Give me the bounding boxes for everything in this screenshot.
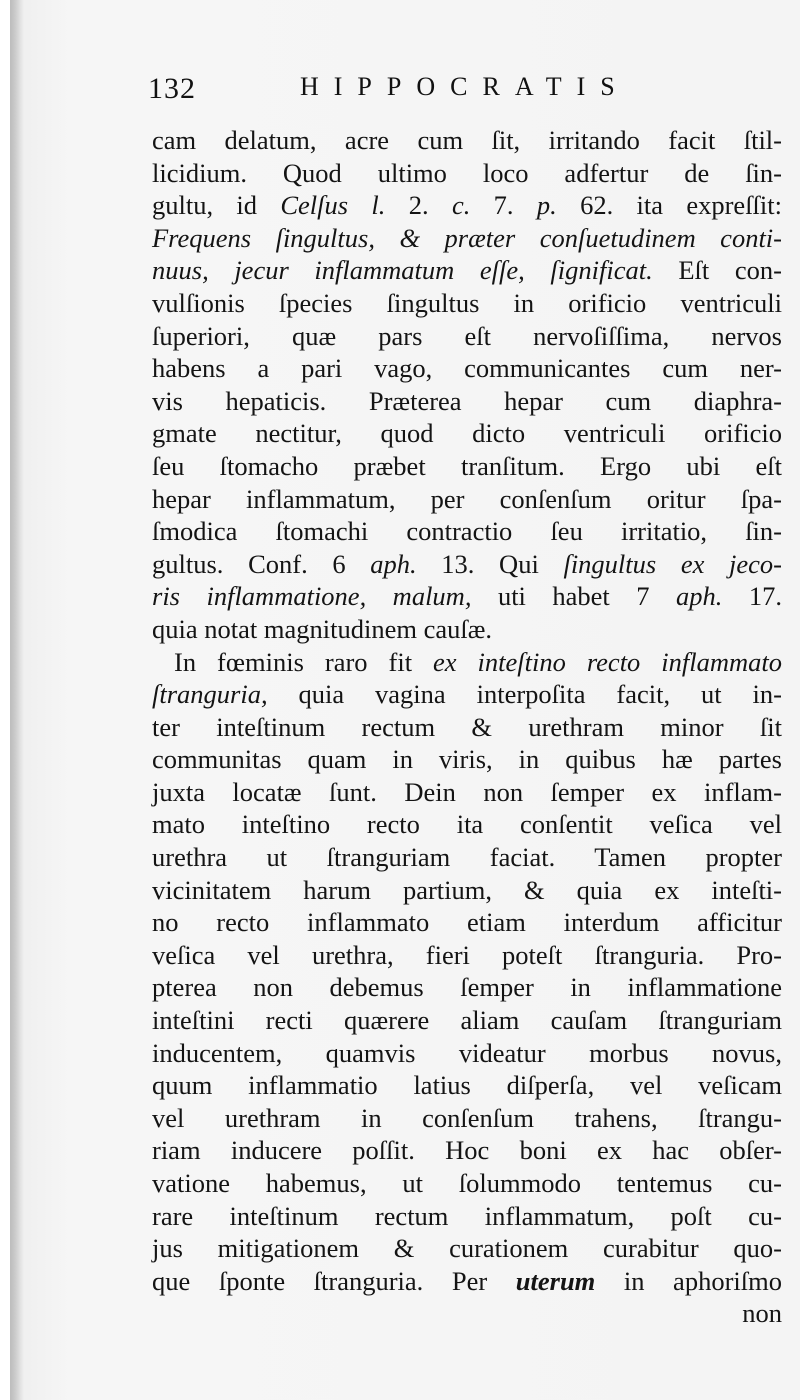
text-line: vulſionis ſpecies ſingultus in orificio ventriculi <box>152 287 782 318</box>
text-line: ris inflammatione, malum, uti habet 7 aph. 17. <box>152 581 782 612</box>
text-line: veſica vel urethra, fieri poteſt ſtranguria. Pro- <box>152 939 782 970</box>
text-line: vicinitatem harum partium, & quia ex inteſti- <box>152 874 782 905</box>
text-line: inteſtini recti quærere aliam cauſam ſtranguriam <box>152 1005 782 1036</box>
text-line: ſtranguria, quia vagina interpoſita facit, ut in- <box>152 679 782 710</box>
text-line: no recto inflammato etiam interdum afficitur <box>152 907 782 938</box>
text-line: communitas quam in viris, in quibus hæ partes <box>152 744 782 775</box>
text-line: gmate nectitur, quod dicto ventriculi orificio <box>152 418 782 449</box>
text-line: nuus, jecur inflammatum eſſe, ſignificat. Eſt con- <box>152 255 783 286</box>
body-text <box>152 124 782 1330</box>
text-line: pterea non debemus ſemper in inflammatione <box>152 972 782 1003</box>
catchword: non <box>742 1298 782 1329</box>
text-line: gultus. Conf. 6 aph. 13. Qui ſingultus ex jeco- <box>152 548 783 579</box>
text-line: quia notat magnitudinem cauſæ. <box>152 613 493 644</box>
text-line: ſeu ſtomacho præbet tranſitum. Ergo ubi eſt <box>152 450 782 481</box>
text-line: ſuperiori, quæ pars eſt nervoſiſſima, nervos <box>152 320 782 351</box>
text-line: jus mitigationem & curationem curabitur quo- <box>152 1233 782 1264</box>
text-line: mato inteſtino recto ita conſentit veſica vel <box>152 809 782 840</box>
gutter-shadow <box>10 0 24 1400</box>
running-head: HIPPOCRATIS <box>300 72 630 101</box>
text-line: vel urethram in conſenſum trahens, ſtrangu- <box>152 1102 782 1133</box>
text-line: hepar inflammatum, per conſenſum oritur ſpa- <box>152 483 782 514</box>
text-line: vatione habemus, ut ſolummodo tentemus cu- <box>152 1168 782 1198</box>
text-line: Frequens ſingultus, & præter conſuetudinem conti- <box>152 222 782 253</box>
text-line: quum inflammatio latius diſperſa, vel veſicam <box>152 1070 782 1101</box>
text-line: habens a pari vago, communicantes cum ner- <box>152 353 782 384</box>
paragraph-start-line: In fœminis raro fit ex inteſtino recto inflammato <box>174 646 782 677</box>
text-line: riam inducere poſſit. Hoc boni ex hac obſer- <box>152 1135 782 1166</box>
text-line: inducentem, quamvis videatur morbus novus, <box>152 1037 782 1068</box>
text-line: rare inteſtinum rectum inflammatum, poſt cu- <box>152 1200 782 1231</box>
text-line: gultu, id Celſus l. 2. c. 7. p. 62. ita expreſſit: <box>152 190 783 221</box>
text-line: vis hepaticis. Præterea hepar cum diaphra- <box>152 385 782 416</box>
text-line: licidium. Quod ultimo loco adfertur de ſin- <box>152 157 782 188</box>
text-line: ter inteſtinum rectum & urethram minor ſit <box>152 711 782 742</box>
page-number: 132 <box>148 72 196 105</box>
text-line: juxta locatæ ſunt. Dein non ſemper ex inflam- <box>152 776 782 807</box>
text-line: que ſponte ſtranguria. Per uterum in aphoriſmo <box>152 1265 782 1296</box>
text-line: cam delatum, acre cum ſit, irritando facit ſtil- <box>152 125 782 155</box>
page-header <box>148 72 788 112</box>
text-line: ſmodica ſtomachi contractio ſeu irritatio, ſin- <box>152 516 782 547</box>
text-line: urethra ut ſtranguriam faciat. Tamen propter <box>152 842 782 873</box>
